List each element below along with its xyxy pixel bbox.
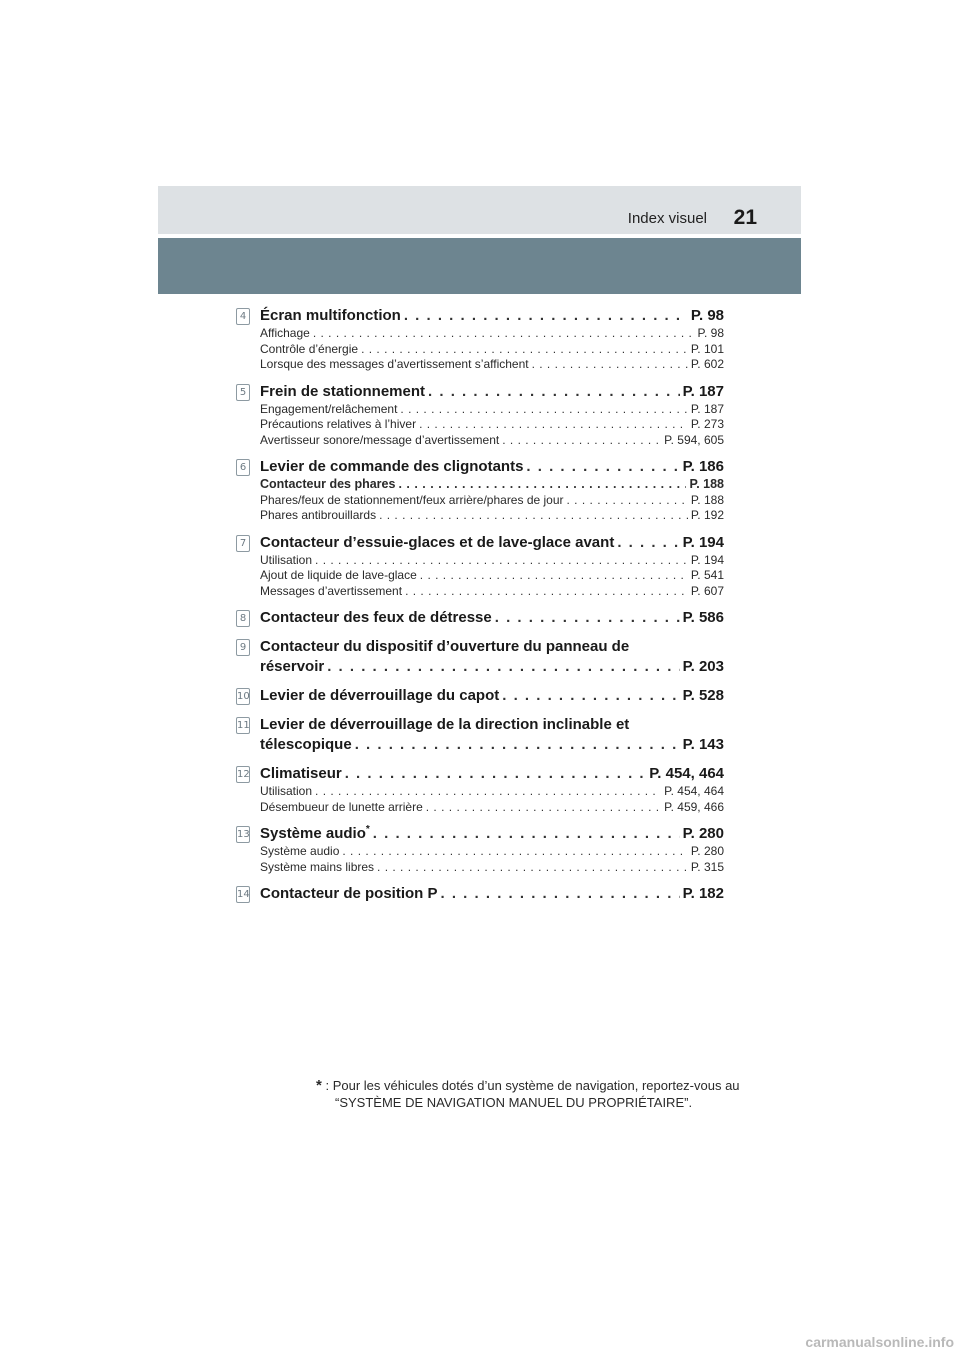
entry-page-ref: P. 194 [682,533,724,551]
dot-leader [502,686,679,706]
sub-entry-page-ref: P. 273 [690,417,724,431]
sub-entry-page-ref: P. 194 [690,552,724,567]
dot-leader [404,306,688,326]
entry-title-row [260,382,724,402]
entry-title-row [260,608,724,628]
toc-entry [236,824,724,875]
footnote-mark: * [316,1077,322,1094]
sub-entry-row [260,402,724,418]
entry-title [260,657,324,677]
sub-entry-page-ref: P. 280 [690,844,724,858]
dot-leader [379,508,688,524]
entry-title [260,533,614,553]
dot-leader [405,584,688,600]
entry-page-ref: P. 186 [682,458,724,475]
toc-entry [236,457,724,524]
item-number-badge: 13 [236,826,250,843]
item-number-badge: 6 [236,459,250,476]
sub-entry-label: Engagement/relâchement [260,401,398,416]
entry-title [260,457,523,477]
sub-entry-row [260,584,724,600]
entry-title-text: télescopique [260,736,352,753]
dot-leader [342,844,687,860]
toc-entry [236,608,724,628]
item-number-badge: 11 [236,717,250,734]
sub-entry-page-ref: P. 602 [690,357,724,371]
toc-entry [236,533,724,600]
dot-leader [327,657,679,677]
entry-title [260,824,370,844]
sub-entry-page-ref: P. 607 [690,583,724,598]
entry-page-ref: P. 203 [682,658,724,675]
item-number-badge: 4 [236,308,250,325]
entry-page-ref: P. 280 [682,825,724,842]
footnote-line1: : Pour les véhicules dotés d’un système de navigation, reportez-vous au [325,1078,740,1093]
sub-entry-page-ref: P. 101 [690,341,724,356]
entry-title [260,764,342,784]
sub-entry-page-ref: P. 594, 605 [664,432,724,447]
sub-entry-page-ref: P. 459, 466 [664,799,724,814]
sub-entry-row [260,860,724,876]
item-number-badge: 14 [236,886,250,903]
entry-page-ref: P. 182 [682,885,724,902]
item-number-badge: 10 [236,688,250,705]
dot-leader [532,357,688,373]
entry-title-text: Frein de stationnement [260,382,426,400]
toc-entry [236,715,724,755]
sub-entry-label: Ajout de liquide de lave-glace [260,568,417,582]
entry-title-row [260,306,724,326]
sub-entry-row [260,342,724,358]
entry-title [260,686,499,706]
sub-entry-label: Lorsque des messages d’avertissement s’affichent [260,357,529,371]
toc-entry [236,637,724,677]
entry-title-row [260,457,724,477]
section-title: Index visuel [627,210,707,227]
sub-entry-row [260,508,724,524]
toc-entry [236,306,724,373]
entry-title-line1: Levier de déverrouillage de la direction inclinable et [260,716,630,733]
footnote [316,1077,756,1111]
sub-entry-row [260,477,724,493]
sub-entry-label: Désembueur de lunette arrière [260,799,423,814]
entry-title-text: réservoir [260,658,325,675]
dot-leader [355,735,680,755]
entry-title-text: Contacteur de position P [260,885,438,902]
entry-page-ref: P. 454, 464 [649,765,724,782]
entry-title [260,382,425,402]
sub-entry-page-ref: P. 98 [697,326,724,340]
entry-title-row [260,686,724,706]
entry-title [260,306,401,326]
sub-entry-label: Utilisation [260,552,313,567]
dot-leader [315,784,661,800]
footnote-line2: “SYSTÈME DE NAVIGATION MANUEL DU PROPRIÉTAIRE”. [335,1095,693,1110]
sub-entry-page-ref: P. 454, 464 [664,784,724,798]
sub-entry-label: Système mains libres [260,859,375,874]
sub-entry-row [260,357,724,373]
entry-title-text: Levier de déverrouillage du capot [260,687,500,704]
sub-entry-page-ref: P. 188 [690,492,724,507]
dot-leader [361,342,688,358]
sub-entry-row [260,800,724,816]
item-number-badge: 8 [236,610,250,627]
dot-leader [420,568,688,584]
sub-entry-row [260,417,724,433]
sub-entry-page-ref: P. 541 [690,568,724,582]
sub-entry-label: Contrôle d’énergie [260,341,359,356]
entry-title-text: Écran multifonction [260,307,401,324]
sub-entry-label: Phares/feux de stationnement/feux arrière/phares de jour [260,492,564,507]
toc-entry [236,764,724,815]
sub-entry-page-ref: P. 192 [690,508,724,522]
dot-leader [400,402,687,418]
sub-entry-label: Contacteur des phares [260,477,396,491]
entry-title [260,884,438,904]
sub-entry-label: Système audio [260,844,340,858]
dot-leader [495,608,680,628]
dot-leader [428,382,680,402]
entry-title-row [260,735,724,755]
sub-entry-label: Affichage [260,326,310,340]
sub-entry-row [260,568,724,584]
dot-leader [419,417,688,433]
entry-title-text: Système audio [260,825,366,842]
dot-leader [315,553,688,569]
dot-leader [502,433,661,449]
dot-leader [526,457,679,477]
toc-entry [236,382,724,449]
sub-entry-label: Phares antibrouillards [260,508,377,522]
entry-page-ref: P. 143 [682,736,724,753]
entry-title-row [260,884,724,904]
entry-title-row [260,764,724,784]
entry-title-text: Contacteur d’essuie-glaces et de lave-glace avant [260,533,615,551]
sub-entry-label: Précautions relatives à l’hiver [260,417,417,431]
entry-title-text: Contacteur des feux de détresse [260,609,492,626]
toc-entry [236,884,724,904]
dot-leader [426,800,661,816]
sub-entry-page-ref: P. 315 [690,859,724,874]
entry-title [260,735,352,755]
dot-leader [567,493,688,509]
entry-page-ref: P. 586 [682,609,724,626]
entry-title-line1: Contacteur du dispositif d’ouverture du panneau de [260,638,630,655]
entry-title-row [260,533,724,553]
sub-entry-page-ref: P. 188 [689,477,724,491]
dot-leader [398,477,686,493]
entry-page-ref: P. 187 [682,382,724,400]
toc-entry [236,686,724,706]
page-number: 21 [733,206,757,229]
sub-entry-page-ref: P. 187 [690,401,724,416]
entry-title-row [260,824,724,844]
entry-title [260,608,492,628]
dot-leader [345,764,647,784]
item-number-badge: 12 [236,766,250,783]
entry-page-ref: P. 528 [682,687,724,704]
item-number-badge: 5 [236,384,250,401]
entry-page-ref: P. 98 [690,307,724,324]
header-band [158,238,801,294]
sub-entry-row [260,844,724,860]
sub-entry-row [260,784,724,800]
entry-title-text: Climatiseur [260,765,342,782]
footnote-ref: * [365,824,370,835]
item-number-badge: 9 [236,639,250,656]
sub-entry-label: Messages d’avertissement [260,583,403,598]
sub-entry-row [260,433,724,449]
dot-leader [441,884,680,904]
watermark: carmanualsonline.info [805,1334,954,1350]
sub-entry-row [260,553,724,569]
sub-entry-row [260,326,724,342]
toc-list [236,306,724,913]
entry-title-text: Levier de commande des clignotants [260,458,524,475]
item-number-badge: 7 [236,535,250,552]
page-header [158,186,801,234]
dot-leader [377,860,688,876]
sub-entry-row [260,493,724,509]
sub-entry-label: Utilisation [260,784,313,798]
dot-leader [313,326,695,342]
dot-leader [617,533,679,553]
dot-leader [373,824,680,844]
entry-title-row [260,657,724,677]
sub-entry-label: Avertisseur sonore/message d’avertissement [260,432,500,447]
